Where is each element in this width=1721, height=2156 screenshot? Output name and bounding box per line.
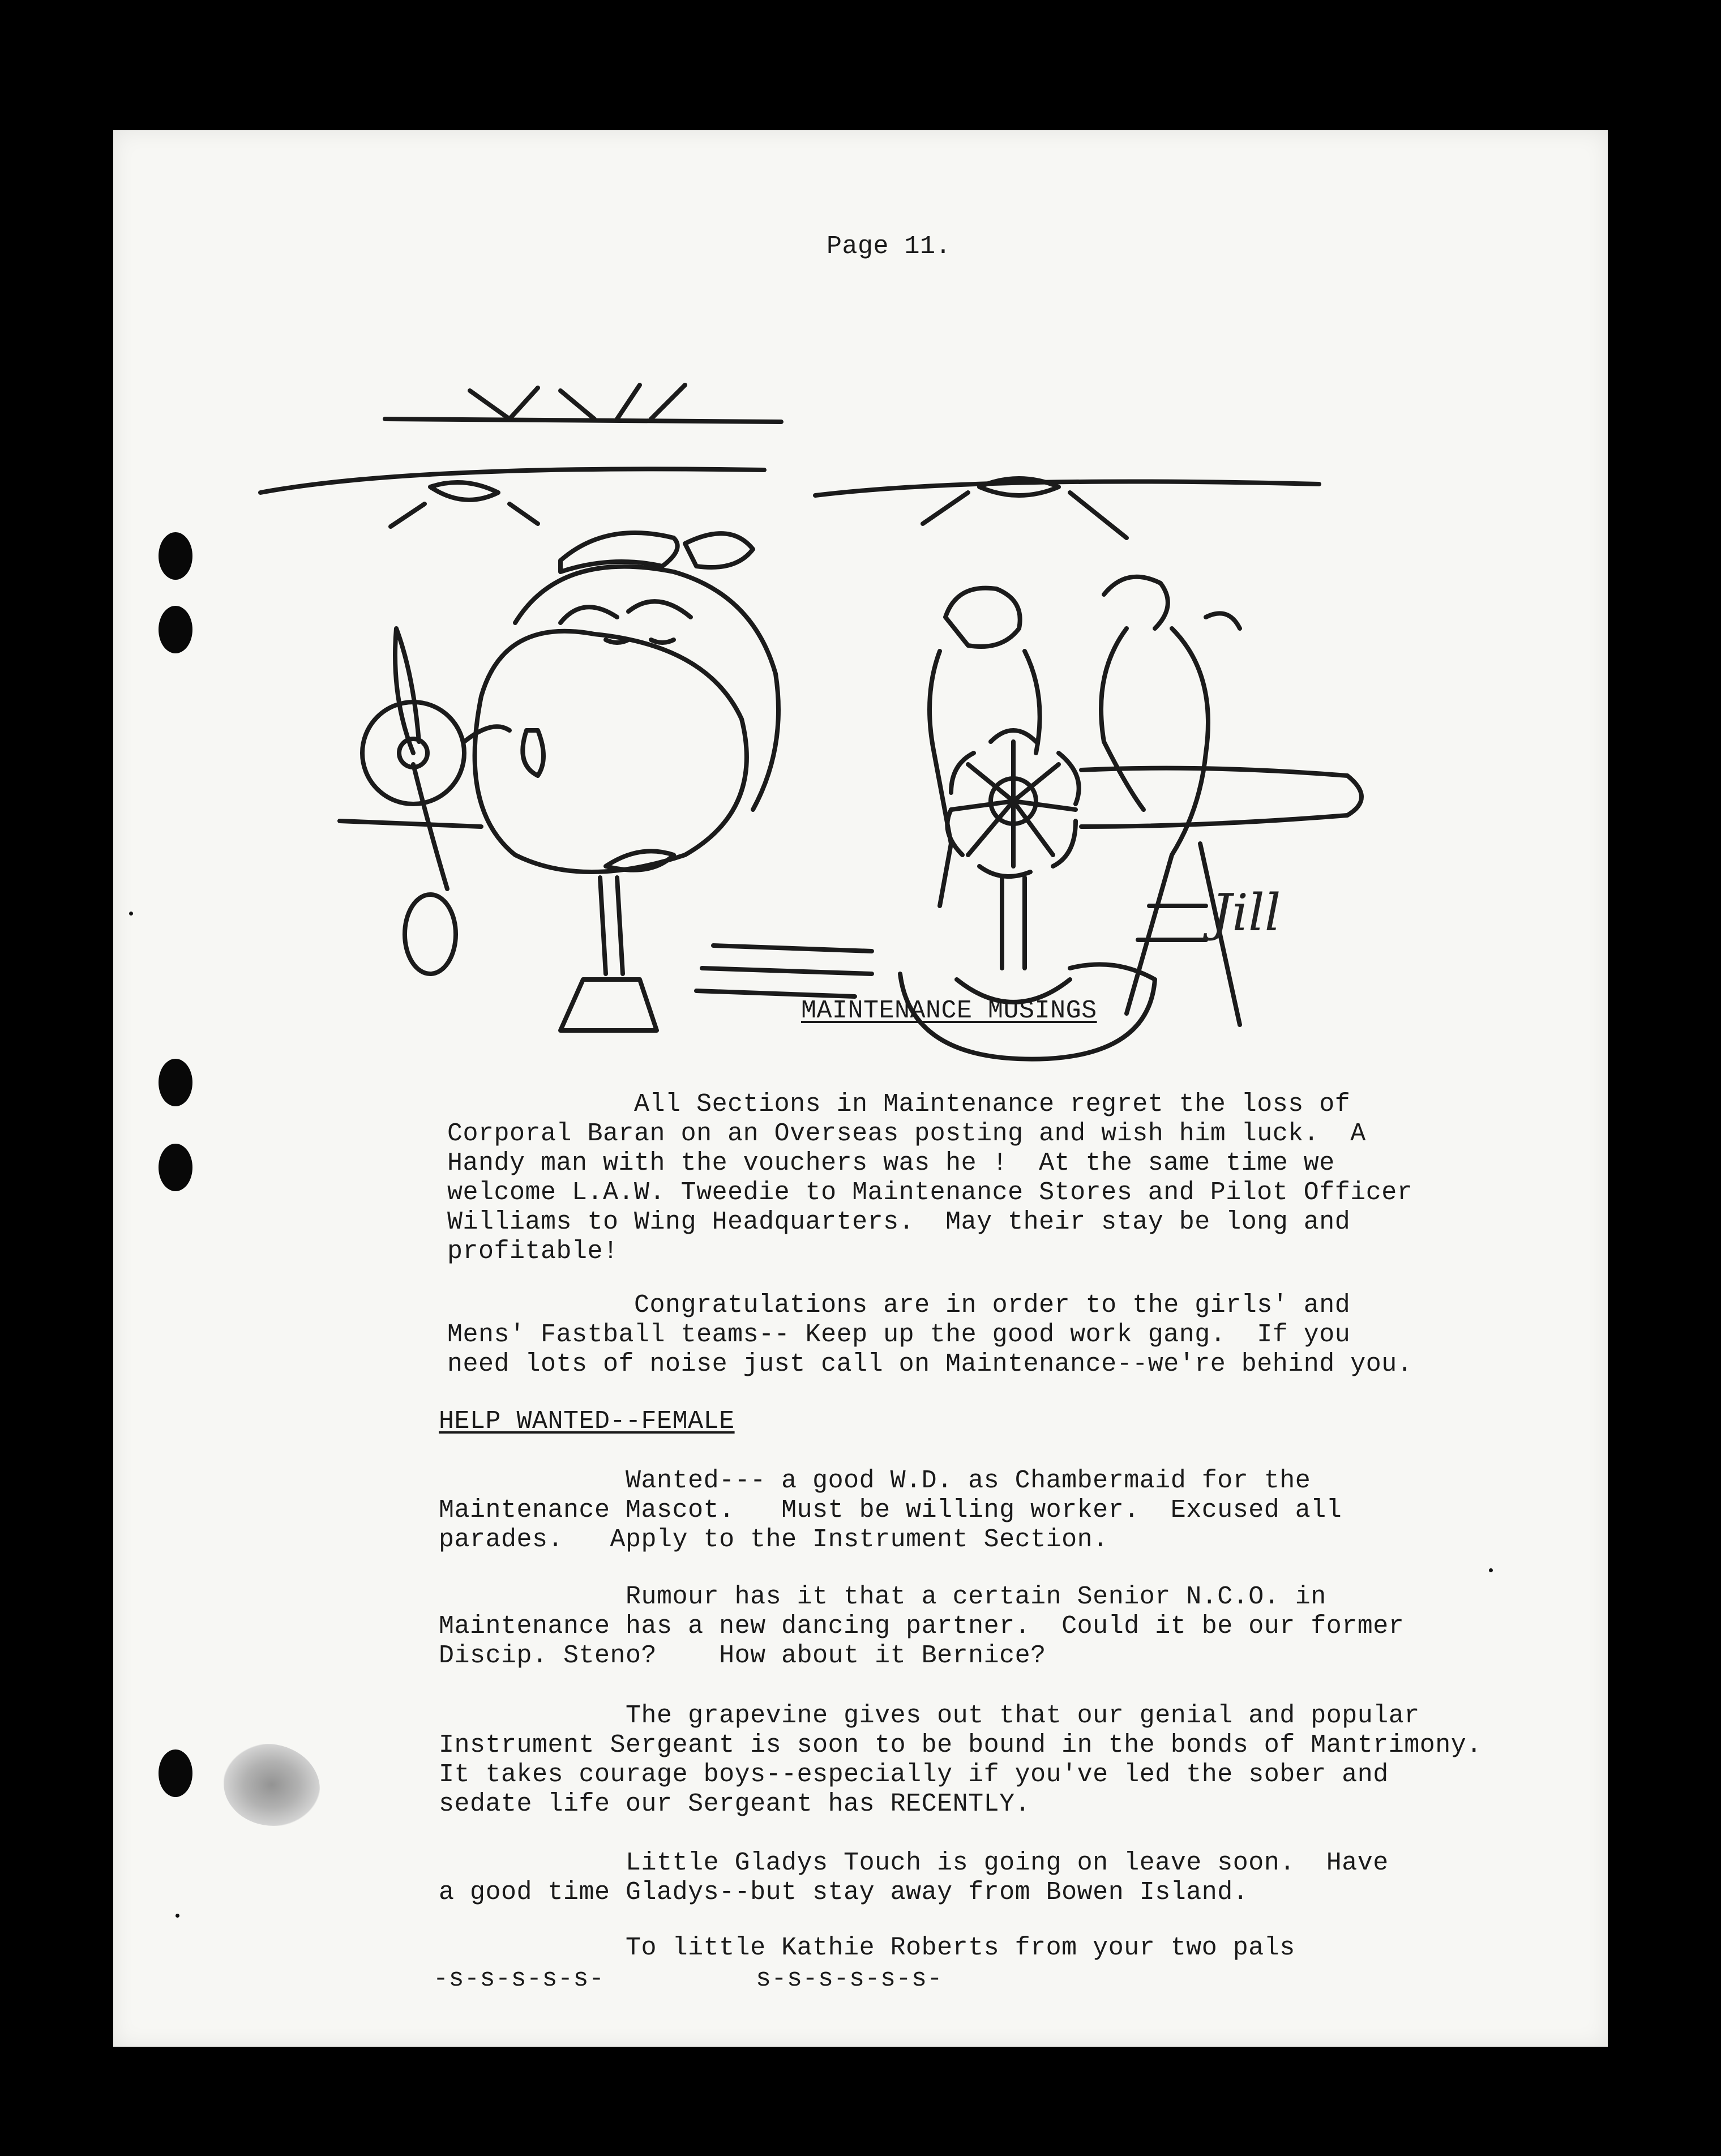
paragraph-line: Rumour has it that a certain Senior N.C.O. in: [439, 1582, 1326, 1611]
punch-hole: [159, 1144, 192, 1191]
punch-hole: [159, 1059, 192, 1106]
section-title: MAINTENANCE MUSINGS: [801, 996, 1097, 1025]
paragraph-line: It takes courage boys--especially if you've led the sober and: [439, 1760, 1389, 1789]
paragraph-line: Little Gladys Touch is going on leave soon. Have: [439, 1849, 1389, 1877]
punch-hole: [159, 606, 192, 653]
paragraph-line: a good time Gladys--but stay away from Bowen Island.: [439, 1878, 1249, 1907]
closing-sign-left: -s-s-s-s-s-: [433, 1965, 605, 1994]
help-wanted-heading: HELP WANTED--FEMALE: [439, 1407, 735, 1436]
artist-signature: Jill: [1211, 883, 1281, 943]
paragraph-line: The grapevine gives out that our genial and popular: [439, 1701, 1420, 1730]
paragraph-line: Congratulations are in order to the girls' and: [447, 1291, 1351, 1320]
maintenance-cartoon: [243, 379, 1415, 1070]
paragraph-line: Maintenance has a new dancing partner. Could it be our former: [439, 1612, 1405, 1641]
paragraph-line: parades. Apply to the Instrument Section.: [439, 1525, 1108, 1554]
speck: [129, 912, 133, 916]
paragraph-line: Mens' Fastball teams-- Keep up the good work gang. If you: [447, 1320, 1351, 1349]
paragraph-line: sedate life our Sergeant has RECENTLY.: [439, 1790, 1031, 1819]
page-label: Page 11.: [827, 232, 952, 261]
paragraph-line: welcome L.A.W. Tweedie to Maintenance Stores and Pilot Officer: [447, 1178, 1413, 1207]
paragraph-line: Corporal Baran on an Overseas posting and wish him luck. A: [447, 1119, 1366, 1148]
paper-stain: [224, 1744, 320, 1826]
paragraph-line: All Sections in Maintenance regret the loss of: [447, 1090, 1351, 1119]
paragraph-line: profitable!: [447, 1237, 619, 1266]
document-page: [113, 130, 1608, 2047]
speck: [175, 1914, 179, 1918]
paragraph-line: need lots of noise just call on Maintenance--we're behind you.: [447, 1350, 1413, 1379]
paragraph-line: Handy man with the vouchers was he ! At the same time we: [447, 1149, 1335, 1178]
paragraph-line: Maintenance Mascot. Must be willing worker. Excused all: [439, 1496, 1342, 1525]
closing-sign-right: s-s-s-s-s-s-: [756, 1965, 943, 1994]
paragraph-line: Discip. Steno? How about it Bernice?: [439, 1641, 1046, 1670]
paragraph-line: Instrument Sergeant is soon to be bound in the bonds of Mantrimony.: [439, 1731, 1482, 1760]
punch-hole: [159, 532, 192, 580]
closing-line: To little Kathie Roberts from your two pals: [439, 1933, 1295, 1962]
punch-hole: [159, 1749, 192, 1797]
paragraph-line: Williams to Wing Headquarters. May their stay be long and: [447, 1208, 1351, 1237]
speck: [1489, 1568, 1493, 1572]
paragraph-line: Wanted--- a good W.D. as Chambermaid for the: [439, 1466, 1311, 1495]
